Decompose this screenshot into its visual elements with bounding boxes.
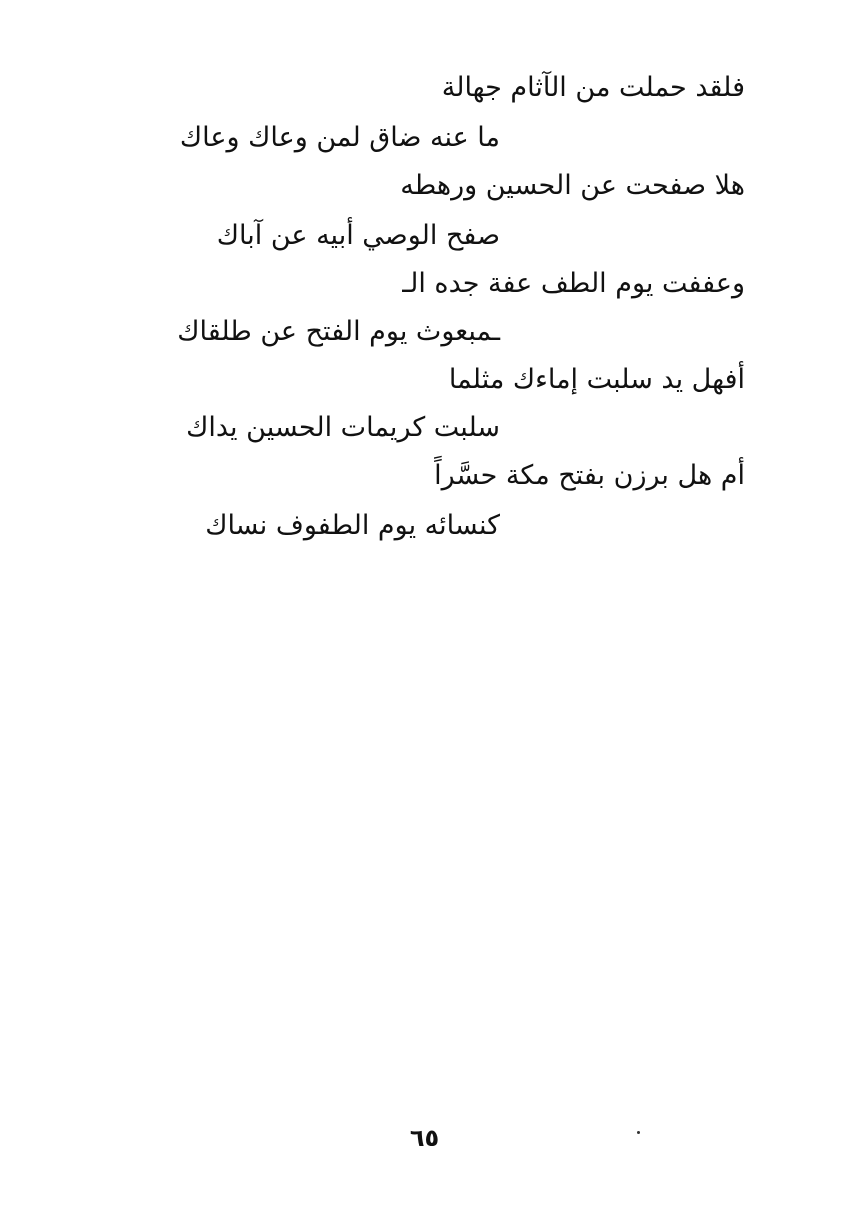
verse-line-9: أم هل برزن بفتح مكة حسَّراً bbox=[434, 460, 745, 491]
verse-line-4: صفح الوصي أبيه عن آباك bbox=[216, 220, 500, 251]
page-number: ٦٥ bbox=[409, 1124, 440, 1152]
verse-line-7: أفهل يد سلبت إماءك مثلما bbox=[448, 364, 745, 395]
verse-line-10: كنسائه يوم الطفوف نساك bbox=[205, 510, 500, 541]
verse-line-1: فلقد حملت من الآثام جهالة bbox=[441, 72, 745, 103]
verse-line-8: سلبت كريمات الحسين يداك bbox=[186, 412, 500, 443]
verse-line-3: هلا صفحت عن الحسين ورهطه bbox=[400, 170, 745, 201]
verse-line-6: ـمبعوث يوم الفتح عن طلقاك bbox=[177, 316, 500, 347]
verse-line-5: وعففت يوم الطف عفة جده الـ bbox=[402, 268, 745, 299]
verse-line-2: ما عنه ضاق لمن وعاك وعاك bbox=[179, 122, 500, 153]
